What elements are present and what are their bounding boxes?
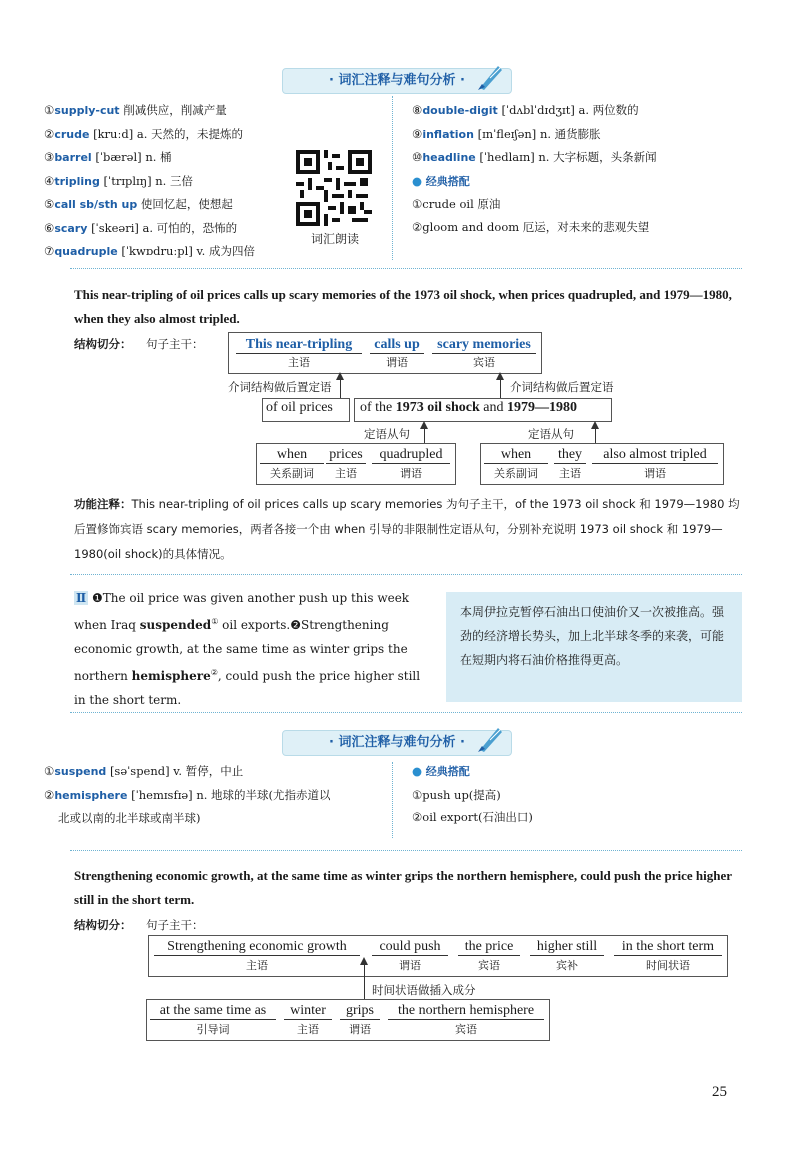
clause-word: quadrupled (372, 446, 450, 464)
arrow-line (364, 963, 365, 999)
role-label: 时间状语 (646, 959, 690, 972)
vocab-list (44, 760, 331, 830)
vocab-item: ⑧double-digit [ˈdʌblˈdɪdʒɪt] a. 两位数的 (412, 103, 639, 117)
vocab-item: ⑥scary [ˈskeəri] a. 可怕的，恐怖的 (44, 220, 238, 235)
quill-icon (476, 724, 504, 754)
clause-word: also almost tripled (592, 446, 718, 464)
analysis-sentence: This near-tripling of oil prices calls up scary memories of the 1973 oil shock, when prices quadrupled, and 1979—1980, when they also almost tripled. (74, 287, 732, 326)
passage-paragraph: Ⅱ ❶The oil price was given another push up this week when Iraq suspended① oil exports.❷Strengthening economic growth, at the same time as winter grips the northern hemisphere②, could push the price higher still in the short term. (74, 591, 421, 707)
vocab-item: ①suspend [səˈspend] v. 暂停，中止 (44, 764, 244, 778)
qr-caption: 词汇朗读 (310, 232, 359, 246)
vocab-item: ⑦quadruple [ˈkwɒdruːpl] v. 成为四倍 (44, 244, 255, 258)
clause-word: when (484, 446, 548, 464)
clause-word: grips (340, 1002, 380, 1020)
divider (70, 712, 742, 713)
divider (70, 268, 742, 269)
role-label: 关系副词 (494, 467, 538, 480)
role-label: 谓语 (386, 356, 408, 369)
role-label: 谓语 (400, 467, 422, 480)
role-label: 主语 (559, 467, 581, 480)
vocab-item: ⑤call sb/sth up 使回忆起，使想起 (44, 197, 233, 211)
modifier-note: 介词结构做后置定语 (510, 380, 614, 394)
vocab-item: ②crude [kruːd] a. 天然的，未提炼的 (44, 126, 244, 141)
clause-word: at the same time as (150, 1002, 276, 1020)
role-label: 主语 (288, 356, 310, 369)
translation-box: 本周伊拉克暂停石油出口使油价又一次被推高。强劲的经济增长势头，加上北半球冬季的来袭，可能在短期内将石油价格推得更高。 (446, 592, 742, 702)
prep-phrase: of the 1973 oil shock and 1979—1980 (360, 400, 577, 415)
vocab-item: ④tripling [ˈtrɪplɪŋ] n. 三倍 (44, 173, 193, 188)
bullet-icon: ● (412, 173, 423, 188)
vocab-item-continued: 北或以南的北半球或南半球) (58, 811, 201, 825)
main-verb: could push (372, 938, 448, 956)
arrow-line (424, 427, 425, 443)
role-label: 主语 (335, 467, 357, 480)
collocation-item: ①crude oil 原油 (412, 197, 501, 211)
role-label: 谓语 (349, 1023, 371, 1036)
page-number: 25 (712, 1084, 727, 1100)
role-label: 谓语 (399, 959, 421, 972)
role-label: 宾语 (473, 356, 495, 369)
collocation-item: ①push up(提高) (412, 787, 501, 802)
role-label: 宾补 (556, 959, 578, 972)
function-note: 功能注释：This near-tripling of oil prices calls up scary memories 为句子主干，of the 1973 oil shock 和 1979—1980 均后置修饰宾语 scary memories，两者各接一个由 when 引导的非限制性定语从句，分别补充说明 1973 oil shock 和 1979—1980(oil shock)的具体情况。 (74, 497, 740, 561)
role-label: 宾语 (455, 1023, 477, 1036)
main-label: 句子主干： (146, 918, 204, 932)
main-subject: Strengthening economic growth (154, 938, 360, 956)
vocab-list-left (44, 99, 255, 264)
vocab-item: ⑨inflation [ɪnˈfleɪʃən] n. 通货膨胀 (412, 126, 601, 141)
main-complement: higher still (530, 938, 604, 956)
analysis-label: 结构切分： (74, 337, 132, 351)
main-label: 句子主干： (146, 337, 204, 351)
section-title: · 词汇注释与难句分析 · (282, 730, 512, 756)
arrow-line (340, 378, 341, 398)
collocation-item: ②oil export(石油出口) (412, 810, 533, 824)
clause-note: 定语从句 (364, 427, 410, 441)
clause-word: they (554, 446, 586, 464)
collocation-item: ②gloom and doom 厄运，对未来的悲观失望 (412, 219, 650, 234)
clause-word: when (260, 446, 324, 464)
section-title: · 词汇注释与难句分析 · (282, 68, 512, 94)
clause-word: prices (326, 446, 366, 464)
arrow-line (595, 427, 596, 443)
collocation-heading: ● 经典搭配 (412, 764, 470, 778)
main-object: the price (458, 938, 520, 956)
vocab-item: ①supply-cut 削减供应，削减产量 (44, 103, 227, 117)
role-label: 主语 (246, 959, 268, 972)
main-adverbial: in the short term (614, 938, 722, 956)
main-verb: calls up (370, 336, 424, 354)
column-divider (392, 96, 393, 260)
quill-icon (476, 62, 504, 92)
divider (70, 574, 742, 575)
role-label: 宾语 (478, 959, 500, 972)
clause-word: the northern hemisphere (388, 1002, 544, 1020)
bullet-icon: ● (412, 764, 423, 778)
clause-note: 定语从句 (528, 427, 574, 441)
vocab-item: ⑩headline [ˈhedlaɪn] n. 大字标题，头条新闻 (412, 150, 657, 164)
vocab-item: ③barrel [ˈbærəl] n. 桶 (44, 150, 172, 164)
role-label: 关系副词 (270, 467, 314, 480)
modifier-note: 介词结构做后置定语 (228, 380, 332, 394)
prep-phrase: of oil prices (266, 400, 333, 415)
collocation-list (412, 760, 533, 829)
divider (70, 850, 742, 851)
analysis-sentence: Strengthening economic growth, at the same time as winter grips the northern hemisphere, could push the price higher still in the short term. (74, 868, 732, 907)
role-label: 主语 (297, 1023, 319, 1036)
collocation-heading: ● 经典搭配 (412, 173, 470, 188)
insert-note: 时间状语做插入成分 (372, 983, 476, 997)
column-divider (392, 762, 393, 838)
main-subject: This near-tripling (236, 336, 362, 354)
main-object: scary memories (432, 336, 536, 354)
vocab-item: ②hemisphere [ˈhemɪsfɪə] n. 地球的半球(尤指赤道以 (44, 787, 331, 802)
role-label: 谓语 (644, 467, 666, 480)
role-label: 引导词 (196, 1023, 230, 1036)
qr-code-icon[interactable] (296, 150, 372, 226)
arrow-line (500, 378, 501, 398)
vocab-list-right (412, 99, 657, 238)
clause-word: winter (284, 1002, 332, 1020)
analysis-label: 结构切分： (74, 918, 132, 932)
